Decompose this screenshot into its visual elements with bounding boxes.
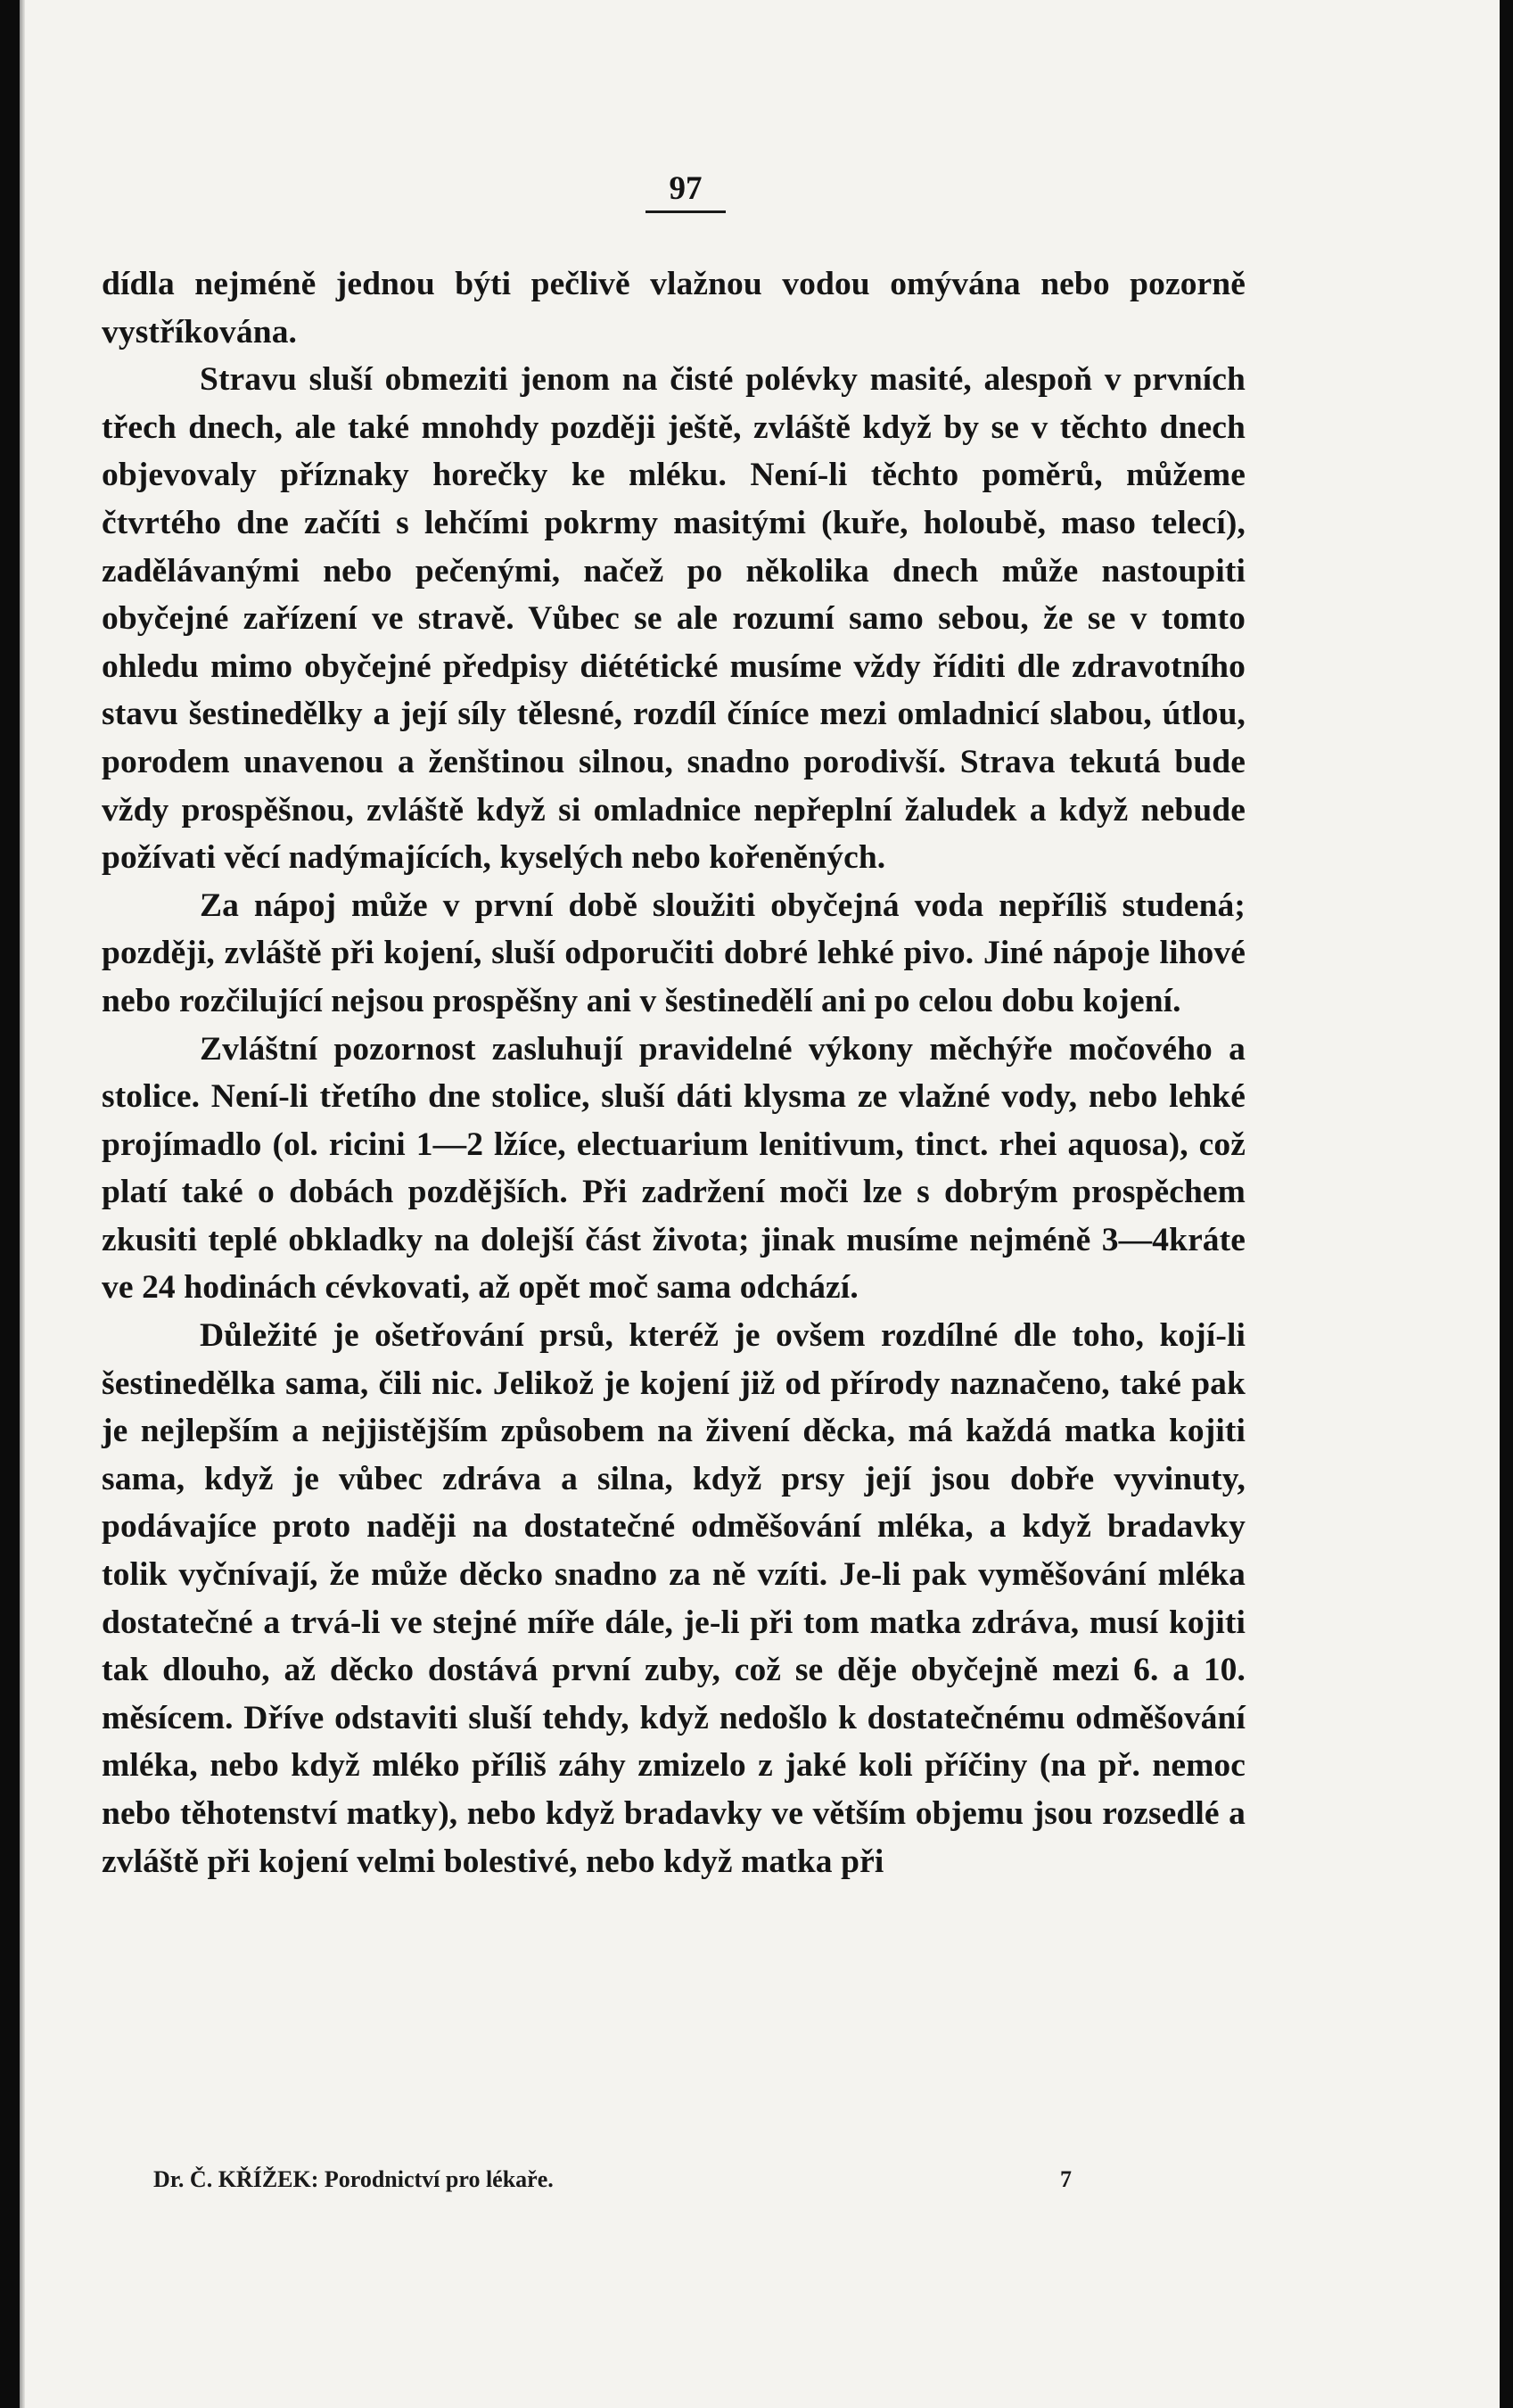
page-number: 97 (645, 169, 726, 213)
footer-signature: Dr. Č. KŘÍŽEK: Porodnictví pro lékaře. (153, 2166, 554, 2192)
paragraph-breast-care: Důležité je ošetřování prsů, kteréž je ovšem rozdílné dle toho, kojí-li šestinedělka sama, čili nic. Jelikož je kojení již od přírody naznačeno, také pak je nejlepším a nejjistějším způsobem na živení děcka, má každá matka kojiti sama, když je vůbec zdráva a silna, když prsy její jsou dobře vyvinuty, podávajíce proto naději na dostatečné odměšování mléka, a když bradavky tolik vyčnívají, že může děcko snadno za ně vzíti. Je-li pak vyměšování mléka dostatečné a trvá-li ve stejné míře dále, je-li při tom matka zdráva, musí kojiti tak dlouho, až děcko dostává první zuby, což se děje obyčejně mezi 6. a 10. měsícem. Dříve odstaviti sluší tehdy, když nedošlo k dostatečnému odměšování mléka, nebo když mléko příliš záhy zmizelo z jaké koli příčiny (na př. nemoc nebo těhotenství matky), nebo když bradavky ve větším objemu jsou rozsedlé a zvláště při kojení velmi bolestivé, nebo když matka při (102, 1317, 1246, 1880)
page-edge (20, 0, 25, 2408)
paragraph-drinks: Za nápoj může v první době sloužiti obyčejná voda nepříliš studená; později, zvláště při kojení, sluší odporučiti dobré lehké pivo. Jiné nápoje lihové nebo rozčilující nejsou prospěšny ani v šestinedělí ani po celou dobu kojení. (102, 887, 1246, 1019)
paragraph-diet: Stravu sluší obmeziti jenom na čisté polévky masité, alespoň v prvních třech dnech, ale také mnohdy později ještě, zvláště když by se v těchto dnech objevovaly příznaky horečky ke mléku. Není-li těchto poměrů, můžeme čtvrtého dne začíti s lehčími pokrmy masitými (kuře, holoubě, maso telecí), zadělávanými nebo pečenými, načež po několika dnech může nastoupiti obyčejné zařízení ve stravě. Vůbec se ale rozumí samo sebou, že se v tomto ohledu mimo obyčejné předpisy diététické musíme vždy říditi dle zdravotního stavu šestinedělky a její síly tělesné, rozdíl číníce mezi omladnicí slabou, útlou, porodem unavenou a ženštinou silnou, snadno porodivší. Strava tekutá bude vždy prospěšnou, zvláště když si omladnice nepřeplní žaludek a když nebude požívati věcí nadýmajících, kyselých nebo kořeněných. (102, 361, 1246, 877)
paragraph-bladder-bowel: Zvláštní pozornost zasluhují pravidelné výkony měchýře močového a stolice. Není-li třetího dne stolice, sluší dáti klysma ze vlažné vody, nebo lehké projímadlo (ol. ricini 1—2 lžíce, electuarium lenitivum, tinct. rhei aquosa), což platí také o dobách pozdějších. Při zadržení moči lze s dobrým prospěchem zkusiti teplé obkladky na dolejší část života; jinak musíme nejméně 3—4kráte ve 24 hodinách cévkovati, až opět moč sama odchází. (102, 1030, 1246, 1307)
paragraph-continuation: dídla nejméně jednou býti pečlivě vlažnou vodou omývána nebo pozorně vystříkována. (102, 266, 1246, 350)
footer-sheet-number: 7 (1060, 2166, 1072, 2192)
body-text (102, 260, 1246, 1885)
page-footer (153, 2166, 1072, 2202)
